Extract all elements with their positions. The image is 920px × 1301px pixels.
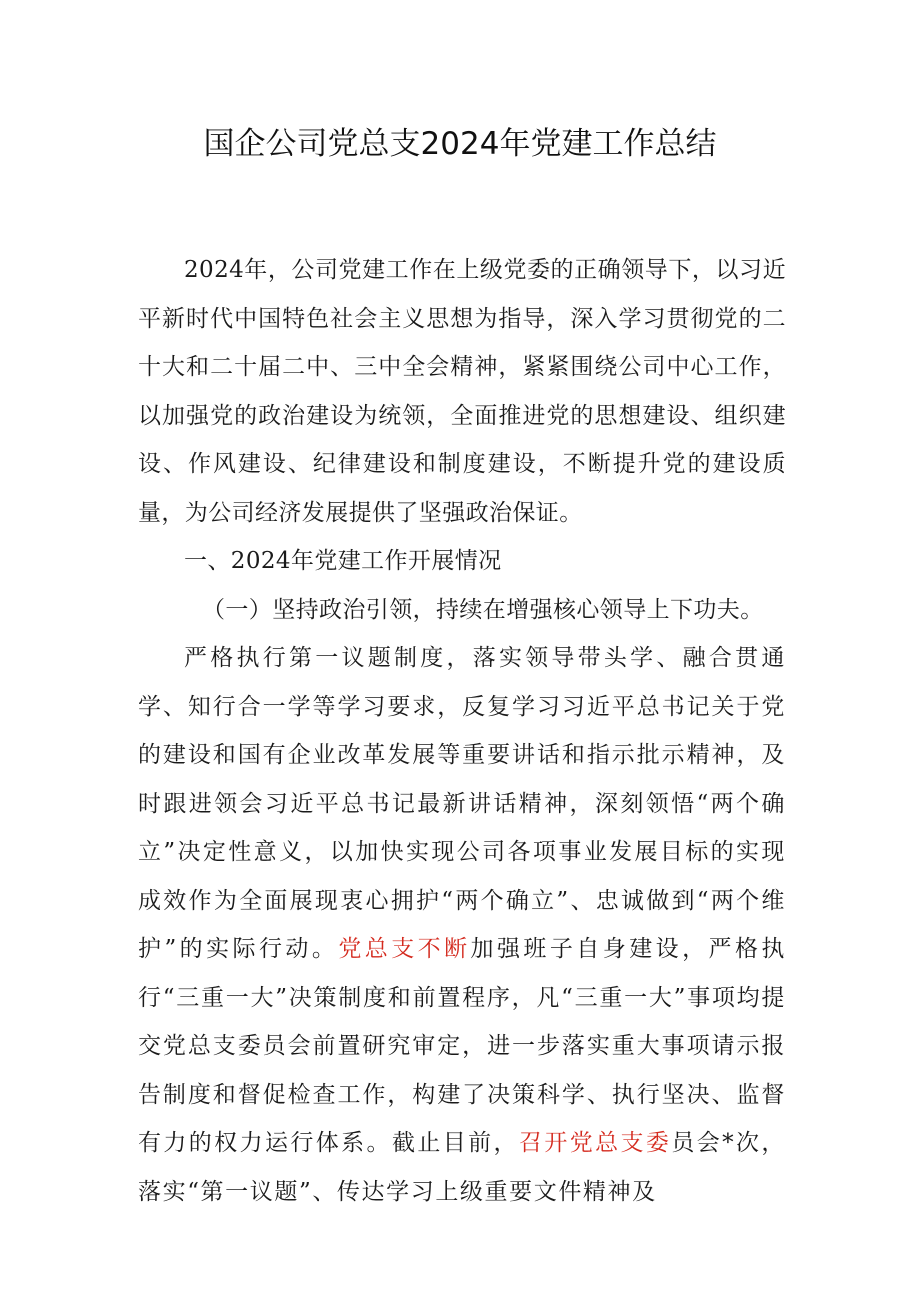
document-body xyxy=(138,246,786,1216)
document-title: 国企公司党总支2024年党建工作总结 xyxy=(203,126,717,162)
highlighted-text: 党总支不断 xyxy=(338,936,471,962)
highlighted-text: 召开党总支委 xyxy=(518,1130,672,1156)
paragraph-text: 严格执行第一议题制度，落实领导带头学、融合贯通学、知行合一学等学习要求，反复学习习近平总书记关于党的建设和国有企业改革发展等重要讲话和指示批示精神，及时跟进领会习近平总书记最新讲话精神，深刻领悟“两个确立”决定性意义，以加快实现公司各项事业发展目标的实现成效作为全面展现衷心拥护“两个确立”、忠诚做到“两个维护”的实际行动。 xyxy=(138,645,786,962)
section-heading-1: 一、2024年党建工作开展情况 xyxy=(184,548,502,574)
subsection-heading-1: （一）坚持政治引领，持续在增强核心领导上下功夫。 xyxy=(202,596,764,623)
paragraph-political-leadership xyxy=(138,634,786,1216)
paragraph-text: 员会*次，落实“第一议题”、传达学习上级重要文件精神及 xyxy=(138,1130,786,1205)
intro-paragraph: 2024年，公司党建工作在上级党委的正确领导下，以习近平新时代中国特色社会主义思想为指导，深入学习贯彻党的二十大和二十届二中、三中全会精神，紧紧围绕公司中心工作，以加强党的政治建设为统领，全面推进党的思想建设、组织建设、作风建设、纪律建设和制度建设，不断提升党的建设质量，为公司经济发展提供了坚强政治保证。 xyxy=(138,257,786,526)
paragraph-text: 加强班子自身建设，严格执行“三重一大”决策制度和前置程序，凡“三重一大”事项均提交党总支委员会前置研究审定，进一步落实重大事项请示报告制度和督促检查工作，构建了决策科学、执行坚决、监督有力的权力运行体系。截止目前， xyxy=(138,936,787,1156)
